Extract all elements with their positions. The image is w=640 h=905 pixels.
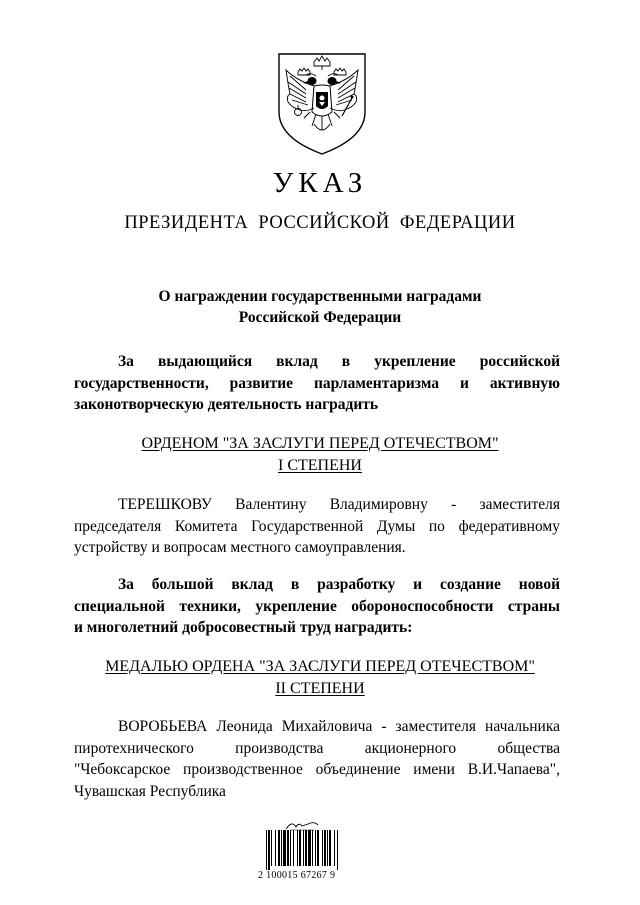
recipient-line: ТЕРЕШКОВУ Валентину Владимировну - заместителя: [118, 496, 560, 513]
recipient-line: председателя Комитета Государственной Думы по федеративному: [74, 517, 560, 535]
section1-recipient: [74, 494, 560, 559]
award-degree-line: I СТЕПЕНИ: [278, 457, 362, 474]
section1-award: [0, 433, 640, 477]
award-name-line: МЕДАЛЬЮ ОРДЕНА "ЗА ЗАСЛУГИ ПЕРЕД ОТЕЧЕСТВОМ": [105, 658, 535, 675]
decree-title: УКАЗ: [272, 167, 368, 199]
decree-heading: [0, 286, 640, 328]
decree-subtitle: ПРЕЗИДЕНТА РОССИЙСКОЙ ФЕДЕРАЦИИ: [124, 213, 516, 233]
heading-line: Российской Федерации: [238, 309, 402, 326]
paragraph-line: законотворческую деятельность наградить: [74, 396, 379, 413]
coat-of-arms-emblem: [276, 50, 368, 156]
heading-line: О награждении государственными наградами: [158, 288, 482, 305]
award-degree-line: II СТЕПЕНИ: [275, 680, 365, 697]
recipient-line: Чувашская Республика: [74, 782, 226, 800]
section2-recipient: [74, 716, 560, 802]
section2-intro: [74, 574, 560, 639]
barcode-number: 2 100015 67267 9: [258, 870, 336, 881]
paragraph-line: специальной техники, укрепление обороноспособности страны: [74, 597, 560, 615]
barcode-bars-icon: [258, 830, 368, 870]
barcode: [258, 818, 368, 881]
paragraph-line: и многолетний добросовестный труд наградить:: [74, 619, 413, 636]
paragraph-line: государственности, развитие парламентаризма и активную: [74, 374, 560, 392]
recipient-line: "Чебоксарское производственное объединение имени В.И.Чапаева",: [74, 761, 560, 778]
section1-intro: [74, 351, 560, 416]
section2-award: [0, 656, 640, 700]
recipient-line: ВОРОБЬЕВА Леонида Михайловича - заместителя начальника: [118, 718, 560, 735]
paragraph-line: За большой вклад в разработку и создание новой: [118, 576, 560, 593]
recipient-line: пиротехнического производства акционерного общества: [74, 739, 560, 757]
paragraph-line: За выдающийся вклад в укрепление российской: [118, 353, 560, 370]
recipient-line: устройству и вопросам местного самоуправления.: [74, 539, 406, 556]
award-name-line: ОРДЕНОМ "ЗА ЗАСЛУГИ ПЕРЕД ОТЕЧЕСТВОМ": [141, 435, 499, 452]
